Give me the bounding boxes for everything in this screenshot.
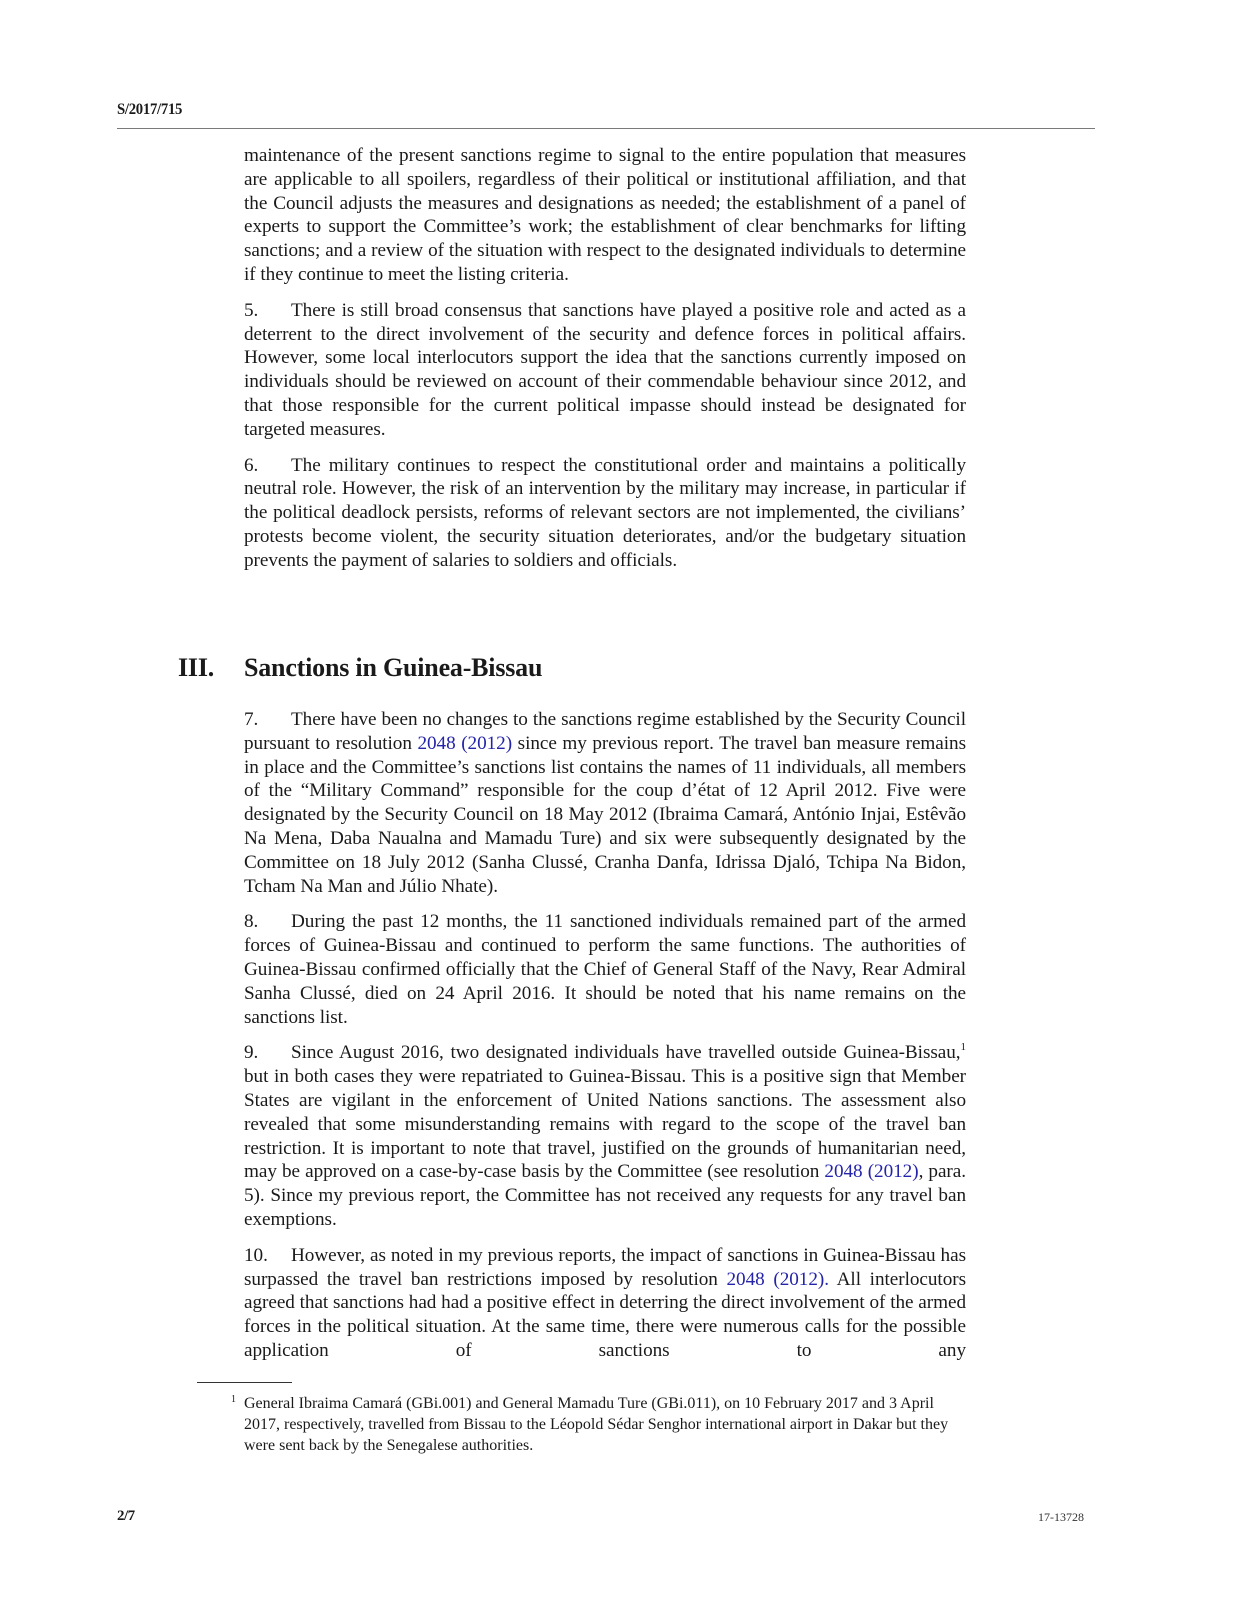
paragraph-9 [244, 1041, 966, 1231]
paragraph-text: There have been no changes to the sanctions regime established by the Security Council pursuant to resolution [244, 709, 966, 754]
document-symbol: S/2017/715 [117, 101, 183, 118]
continuation-paragraph [244, 144, 966, 287]
footnote-text: General Ibraima Camará (GBi.001) and General Mamadu Ture (GBi.011), on 10 February 2017 and 3 April 2017, respectively, travelled from Bissau to the Léopold Sédar Senghor international airport in Dakar but they were sent back by the Senegalese authorities. [244, 1395, 949, 1454]
paragraph-number: 10. [244, 1244, 268, 1266]
paragraph-6 [244, 454, 966, 573]
resolution-link[interactable]: 2048 (2012) [417, 732, 513, 754]
section-heading [178, 653, 542, 683]
page-number: 2/7 [117, 1508, 135, 1524]
paragraph-number: 7. [244, 709, 259, 730]
body-block-bottom [244, 708, 966, 1363]
header-divider [117, 128, 1095, 129]
paragraph-number: 6. [244, 454, 259, 476]
paragraph-5 [244, 299, 966, 442]
body-block-top [244, 144, 966, 573]
paragraph-text: but in both cases they were repatriated to Guinea-Bissau. This is a positive sign that Member States are vigilant in the enforcement of United Nations sanctions. The assessment also revealed that some misunderstanding remains with regard to the scope of the travel ban restriction. It is important to note that travel, justified on the grounds of humanitarian need, may be approved on a case-by-case basis by the Committee (see resolution [244, 1066, 966, 1183]
paragraph-number: 9. [244, 1042, 259, 1064]
section-title: Sanctions in Guinea-Bissau [244, 653, 543, 682]
paragraph-text: However, as noted in my previous reports, the impact of sanctions in Guinea-Bissau has surpassed the travel ban restrictions imposed by resolution [244, 1244, 966, 1290]
footnote-reference[interactable]: 1 [960, 1041, 966, 1054]
resolution-link[interactable]: 2048 (2012). [726, 1268, 829, 1290]
paragraph-text: since my previous report. The travel ban measure remains in place and the Committee’s sanctions list contains the names of 11 individuals, all members of the “Military Command” responsible for the coup d’état of 12 April 2012. Five were designated by the Security Council on 18 May 2012 (Ibraima Camará, António Injai, Estêvão Na Mena, Daba Naualna and Mamadu Ture) and six were subsequently designated by the Committee on 18 July 2012 (Sanha Clussé, Cranha Danfa, Idrissa Djaló, Tchipa Na Bidon, Tcham Na Man and Júlio Nhate). [244, 732, 966, 897]
document-code: 17-13728 [1038, 1510, 1084, 1524]
paragraph-text: During the past 12 months, the 11 sanctioned individuals remained part of the armed forces of Guinea-Bissau and continued to perform the same functions. The authorities of Guinea-Bissau confirmed officially that the Chief of General Staff of the Navy, Rear Admiral Sanha Clussé, died on 24 April 2016. It should be noted that his name remains on the sanctions list. [244, 911, 966, 1028]
resolution-link[interactable]: 2048 (2012) [824, 1161, 919, 1183]
paragraph-text: , para. 5). Since my previous report, the Committee has not received any requests for any travel ban exemptions. [244, 1161, 966, 1230]
footnote-mark: 1 [231, 1394, 236, 1405]
paragraph-7 [244, 708, 966, 898]
paragraph-number: 5. [244, 299, 259, 321]
paragraph-10 [244, 1244, 966, 1363]
paragraph-text: maintenance of the present sanctions regime to signal to the entire population that measures are applicable to all spoilers, regardless of their political or institutional affiliation, and that the Council adjusts the measures and designations as needed; the establishment of a panel of experts to support the Committee’s work; the establishment of clear benchmarks for lifting sanctions; and a review of the situation with respect to the designated individuals to determine if they continue to meet the listing criteria. [244, 145, 966, 285]
section-number: III. [178, 653, 215, 682]
footnote [231, 1393, 966, 1456]
footnote-divider [197, 1382, 292, 1383]
paragraph-text: The military continues to respect the constitutional order and maintains a politically neutral role. However, the risk of an intervention by the military may increase, in particular if the political deadlock persists, reforms of relevant sectors are not implemented, the civilians’ protests become violent, the security situation deteriorates, and/or the budgetary situation prevents the payment of salaries to soldiers and officials. [244, 454, 966, 571]
paragraph-text: Since August 2016, two designated individuals have travelled outside Guinea-Bissau, [291, 1042, 961, 1064]
paragraph-8 [244, 910, 966, 1029]
paragraph-text: There is still broad consensus that sanctions have played a positive role and acted as a deterrent to the direct involvement of the security and defence forces in political affairs. However, some local interlocutors support the idea that the sanctions currently imposed on individuals should be reviewed on account of their commendable behaviour since 2012, and that those responsible for the current political impasse should instead be designated for targeted measures. [244, 299, 966, 440]
paragraph-number: 8. [244, 911, 259, 933]
paragraph-text: All interlocutors agreed that sanctions had had a positive effect in deterring the direct involvement of the armed forces in the political situation. At the same time, there were numerous calls for the possible application of sanctions to any [244, 1268, 966, 1361]
